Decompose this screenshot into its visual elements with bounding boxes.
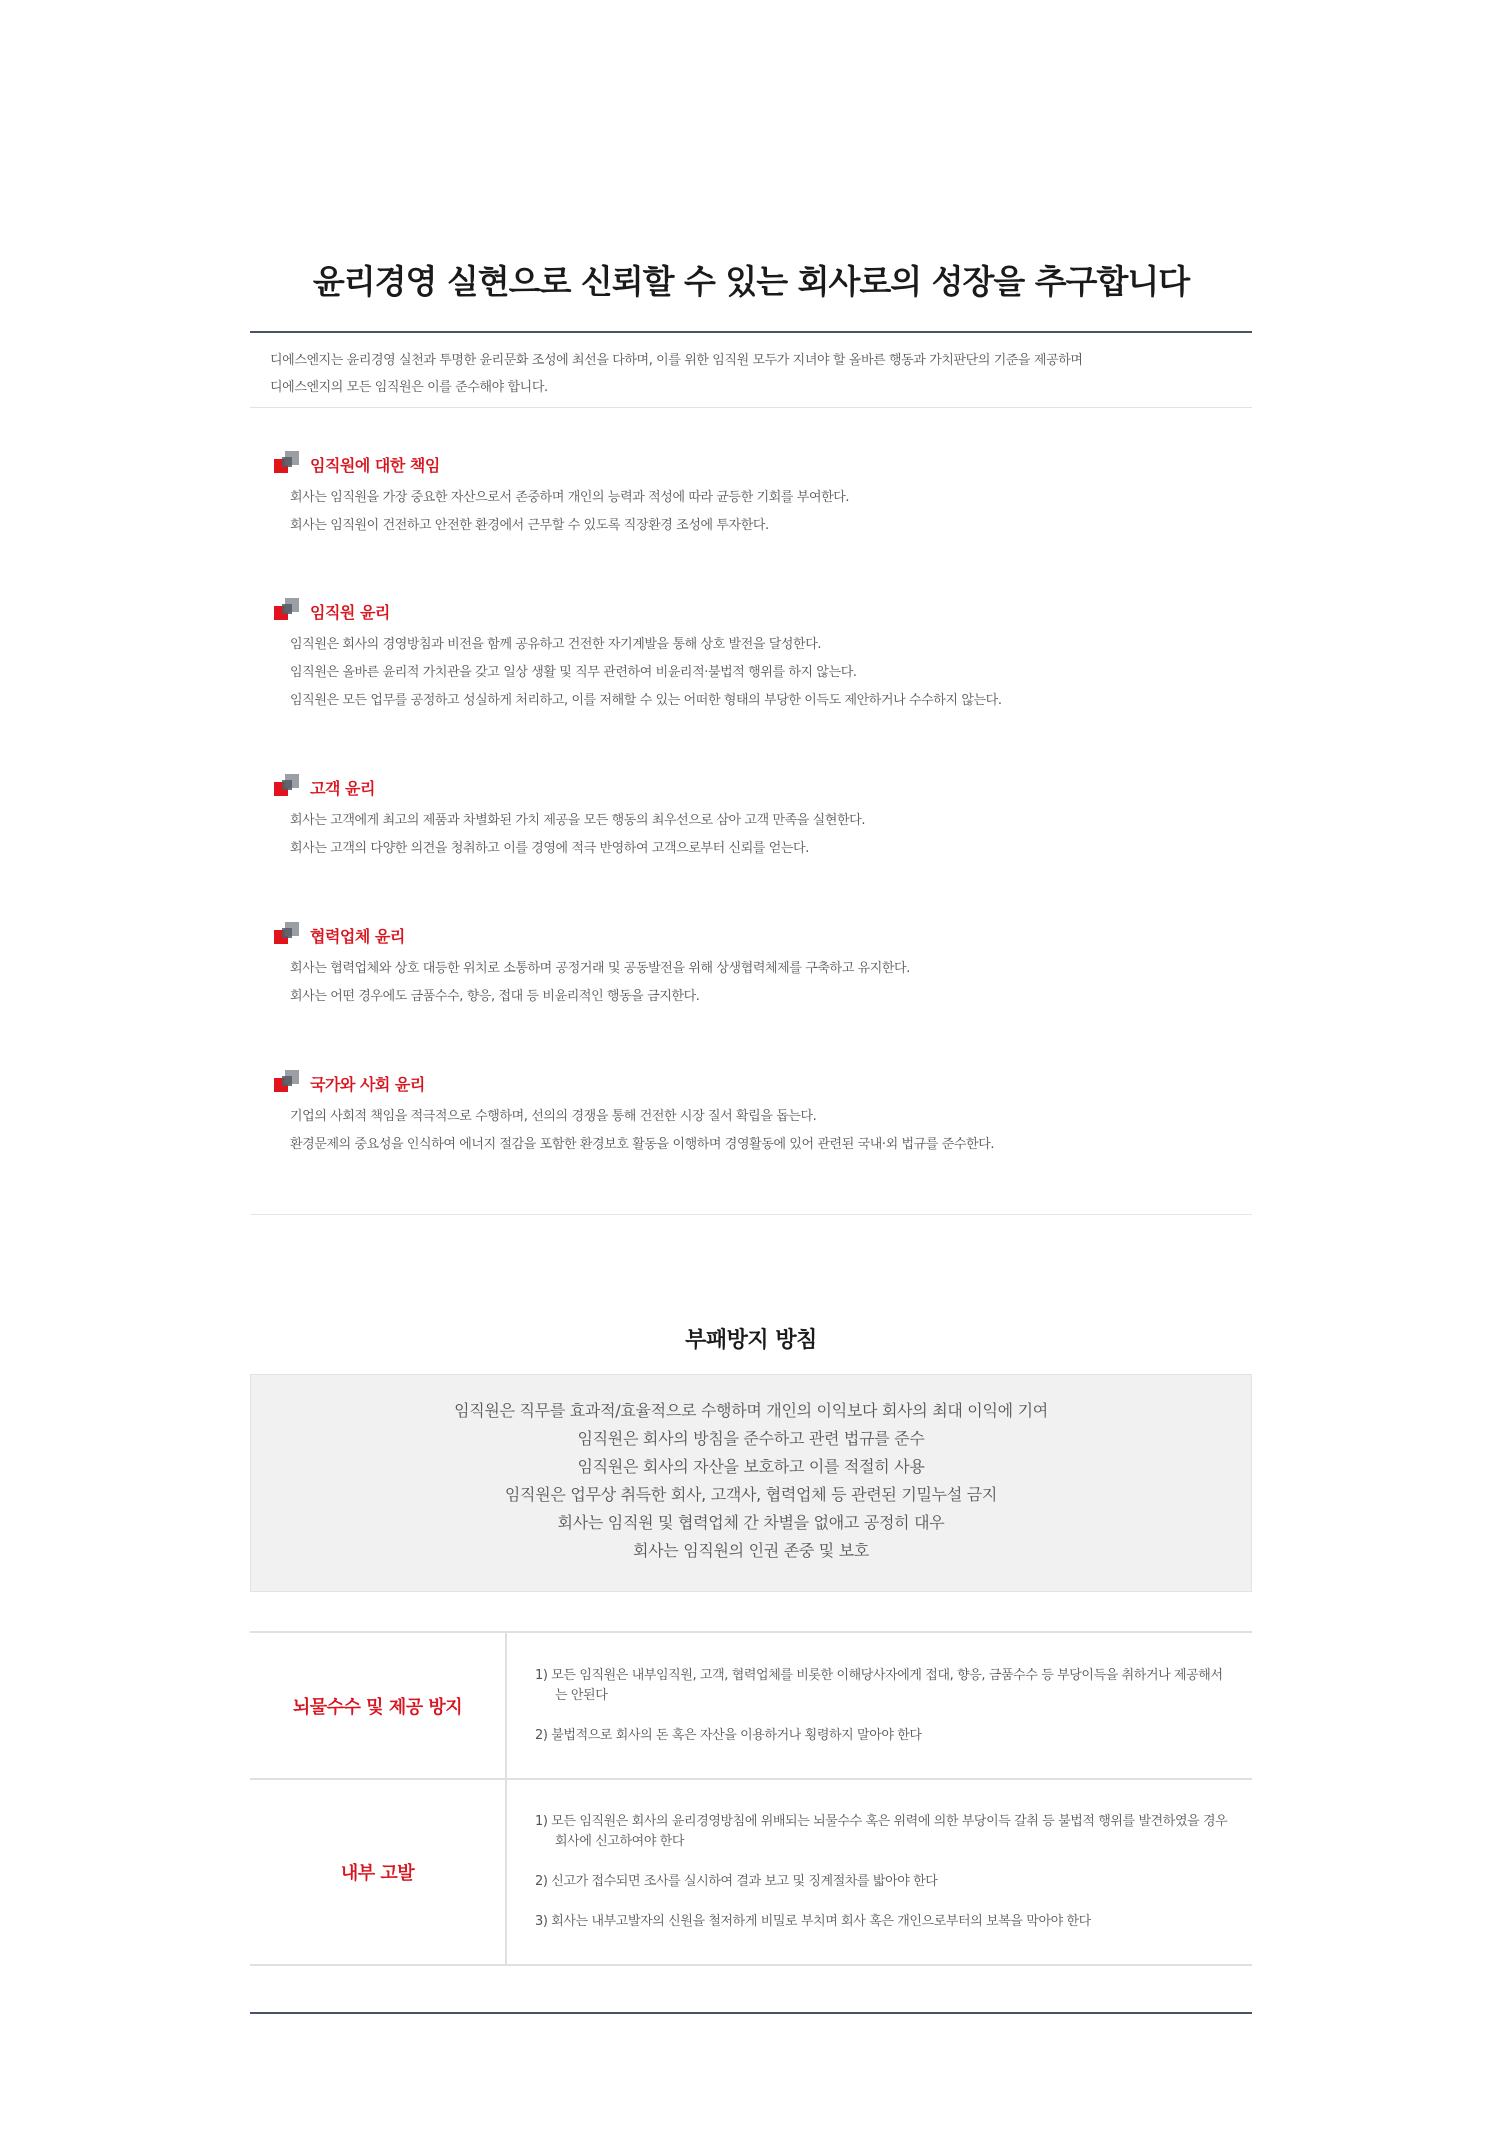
section-employee-ethics <box>274 597 1234 715</box>
anticorruption-line: 임직원은 직무를 효과적/효율적으로 수행하며 개인의 이익보다 회사의 최대 이익에 기여 <box>454 1401 1048 1420</box>
policy-content <box>506 1632 1252 1779</box>
section-lines <box>290 807 1234 863</box>
section-line: 회사는 고객에게 최고의 제품과 차별화된 가치 제공을 모든 행동의 최우선으로 삼아 고객 만족을 실현한다. <box>290 813 866 828</box>
anticorruption-line: 임직원은 회사의 자산을 보호하고 이를 적절히 사용 <box>577 1457 925 1476</box>
squares-icon <box>274 1070 300 1096</box>
policy-list <box>535 1666 1228 1746</box>
anticorruption-title: 부패방지 방침 <box>685 1328 817 1353</box>
squares-icon <box>274 774 300 800</box>
section-partner-ethics <box>274 921 1234 1011</box>
section-line: 회사는 어떤 경우에도 금품수수, 향응, 접대 등 비윤리적인 행동을 금지한다. <box>290 989 700 1004</box>
table-row <box>250 1632 1252 1779</box>
section-lines <box>290 631 1234 715</box>
squares-icon <box>274 451 300 477</box>
section-lines <box>290 484 1234 540</box>
section-customer-ethics <box>274 773 1234 863</box>
section-line: 환경문제의 중요성을 인식하여 에너지 절감을 포함한 환경보호 활동을 이행하며 경영활동에 있어 관련된 국내·외 법규를 준수한다. <box>290 1137 995 1152</box>
anticorruption-line: 회사는 임직원 및 협력업체 간 차별을 없애고 공정히 대우 <box>557 1513 945 1532</box>
section-header <box>274 450 1234 478</box>
policy-table <box>250 1631 1252 1966</box>
intro-line: 디에스엔지의 모든 임직원은 이를 준수해야 합니다. <box>270 380 548 395</box>
policy-list <box>535 1812 1228 1932</box>
policy-item: 3) 회사는 내부고발자의 신원을 철저하게 비밀로 부치며 회사 혹은 개인으로부터의 보복을 막아야 한다 <box>535 1914 1091 1929</box>
section-header <box>274 921 1234 949</box>
policy-content <box>506 1779 1252 1965</box>
section-divider <box>250 1214 1252 1215</box>
bottom-divider <box>250 2012 1252 2014</box>
table-row <box>250 1779 1252 1965</box>
policy-heading: 내부 고발 <box>250 1779 506 1965</box>
intro-box <box>250 331 1252 408</box>
squares-icon <box>274 598 300 624</box>
page-title: 윤리경영 실현으로 신뢰할 수 있는 회사로의 성장을 추구합니다 <box>312 262 1190 301</box>
section-header <box>274 597 1234 625</box>
section-line: 회사는 임직원이 건전하고 안전한 환경에서 근무할 수 있도록 직장환경 조성에 투자한다. <box>290 518 769 533</box>
intro-line: 디에스엔지는 윤리경영 실천과 투명한 윤리문화 조성에 최선을 다하며, 이를 위한 임직원 모두가 지녀야 할 올바른 행동과 가치판단의 기준을 제공하며 <box>270 353 1083 368</box>
section-line: 회사는 협력업체와 상호 대등한 위치로 소통하며 공정거래 및 공동발전을 위해 상생협력체제를 구축하고 유지한다. <box>290 961 910 976</box>
section-society-ethics <box>274 1069 1234 1159</box>
anticorruption-line: 회사는 임직원의 인권 존중 및 보호 <box>632 1541 870 1560</box>
section-lines <box>290 1103 1234 1159</box>
section-lines <box>290 955 1234 1011</box>
section-employee-responsibility <box>274 450 1234 540</box>
policy-item: 1) 모든 임직원은 회사의 윤리경영방침에 위배되는 뇌물수수 혹은 위력에 의한 부당이득 갈취 등 불법적 행위를 발견하였을 경우 회사에 신고하여야 한다 <box>535 1814 1228 1849</box>
section-title: 임직원 윤리 <box>310 602 390 622</box>
section-line: 임직원은 올바른 윤리적 가치관을 갖고 일상 생활 및 직무 관련하여 비윤리적·불법적 행위를 하지 않는다. <box>290 665 857 680</box>
section-title: 국가와 사회 윤리 <box>310 1074 425 1094</box>
section-title: 임직원에 대한 책임 <box>310 455 440 475</box>
anticorruption-box <box>250 1374 1252 1592</box>
section-line: 기업의 사회적 책임을 적극적으로 수행하며, 선의의 경쟁을 통해 건전한 시장 질서 확립을 돕는다. <box>290 1109 817 1124</box>
anticorruption-line: 임직원은 회사의 방침을 준수하고 관련 법규를 준수 <box>577 1429 925 1448</box>
section-line: 회사는 임직원을 가장 중요한 자산으로서 존중하며 개인의 능력과 적성에 따라 균등한 기회를 부여한다. <box>290 490 850 505</box>
policy-heading: 뇌물수수 및 제공 방지 <box>250 1632 506 1779</box>
section-header <box>274 773 1234 801</box>
section-line: 임직원은 모든 업무를 공정하고 성실하게 처리하고, 이를 저해할 수 있는 어떠한 형태의 부당한 이득도 제안하거나 수수하지 않는다. <box>290 693 1002 708</box>
squares-icon <box>274 922 300 948</box>
section-title: 고객 윤리 <box>310 778 375 798</box>
policy-item: 2) 불법적으로 회사의 돈 혹은 자산을 이용하거나 횡령하지 말아야 한다 <box>535 1727 922 1743</box>
section-line: 임직원은 회사의 경영방침과 비전을 함께 공유하고 건전한 자기계발을 통해 상호 발전을 달성한다. <box>290 637 822 652</box>
section-title: 협력업체 윤리 <box>310 926 405 946</box>
section-line: 회사는 고객의 다양한 의견을 청취하고 이를 경영에 적극 반영하여 고객으로부터 신뢰를 얻는다. <box>290 841 809 856</box>
anticorruption-line: 임직원은 업무상 취득한 회사, 고객사, 협력업체 등 관련된 기밀누설 금지 <box>504 1485 998 1504</box>
policy-item: 1) 모든 임직원은 내부임직원, 고객, 협력업체를 비롯한 이해당사자에게 접대, 향응, 금품수수 등 부당이득을 취하거나 제공해서는 안된다 <box>535 1667 1223 1703</box>
section-header <box>274 1069 1234 1097</box>
policy-item: 2) 신고가 접수되면 조사를 실시하여 결과 보고 및 징계절차를 밟아야 한다 <box>535 1874 938 1889</box>
